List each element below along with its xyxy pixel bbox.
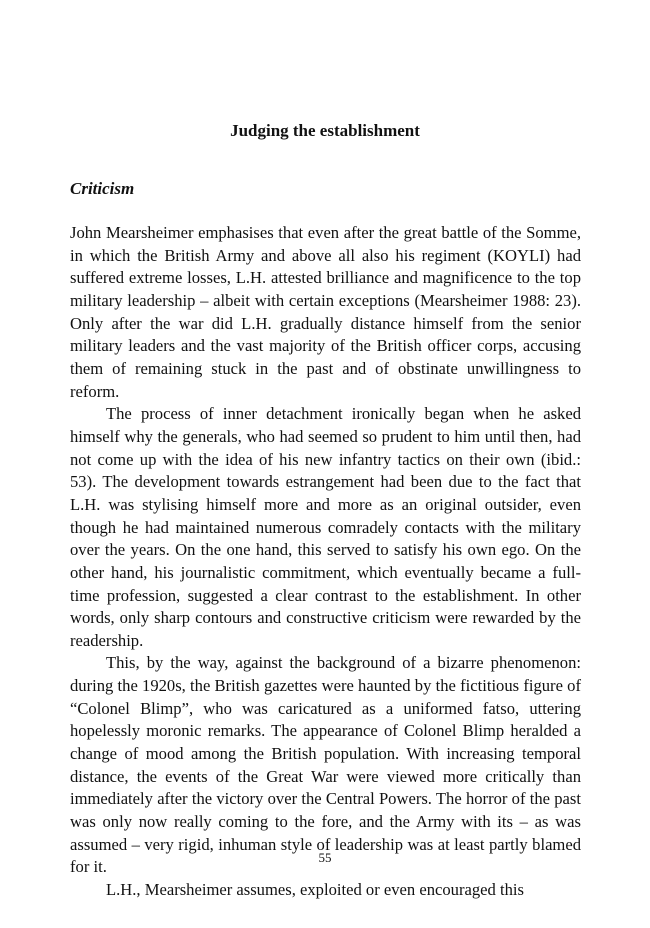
paragraph-4: L.H., Mearsheimer assumes, exploited or even encouraged this <box>106 880 524 900</box>
section-heading: Criticism <box>70 179 135 198</box>
paragraph-2: The process of inner detachment ironically began when he asked himself why the generals, who had seemed so prudent to him until then, had not come up with the idea of his new infantry tactics on their own (ibid.: 53). The development towards estrangement had been due to the fact that L.H. was stylising himself more and more as an original outsider, even though he had maintained numerous comradely contacts with the military over the years. On the one hand, this served to satisfy his own ego. On the other hand, his journalistic commitment, which eventually became a full-time profession, suggested a clear contrast to the establishment. In other words, only sharp contours and constructive criticism were rewarded by the readership. <box>70 404 581 650</box>
page-number: 55 <box>318 850 332 865</box>
paragraph-1: John Mearsheimer emphasises that even after the great battle of the Somme, in which the British Army and above all also his regiment (KOYLI) had suffered extreme losses, L.H. attested brilliance and magnificence to the top military leadership – albeit with certain exceptions (Mearsheimer 1988: 23). Only after the war did L.H. gradually distance himself from the senior military leaders and the vast majority of the British officer corps, accusing them of remaining stuck in the past and of obstinate unwillingness to reform. <box>70 223 581 401</box>
body-text <box>70 222 581 902</box>
chapter-title: Judging the establishment <box>230 121 420 140</box>
paragraph-3: This, by the way, against the background of a bizarre phenomenon: during the 1920s, the British gazettes were haunted by the fictitious figure of “Colonel Blimp”, who was caricatured as a uniformed fatso, uttering hopelessly moronic remarks. The appearance of Colonel Blimp heralded a change of mood among the British population. With increasing temporal distance, the events of the Great War were viewed more critically than immediately after the victory over the Central Powers. The horror of the past was only now really coming to the fore, and the Army with its – as was assumed – very rigid, inhuman style of leadership was at least partly blamed for it. <box>70 653 581 877</box>
